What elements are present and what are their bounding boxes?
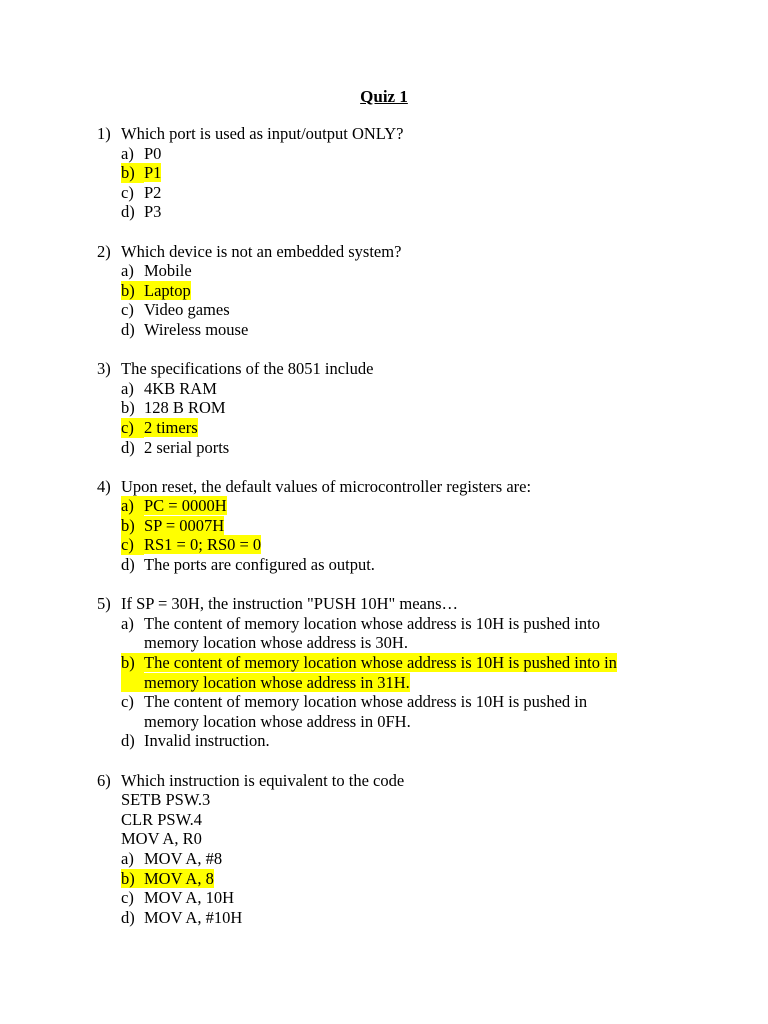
option-text-line: [144, 712, 697, 732]
option-letter: d): [121, 731, 135, 751]
option-text-line-content: memory location whose address in 31H.: [144, 672, 410, 692]
answer-option-highlighted: [97, 163, 697, 183]
question-text: Which port is used as input/output ONLY?: [121, 124, 404, 143]
answer-option: [97, 555, 697, 575]
option-text: [144, 261, 697, 281]
answer-option-highlighted: [97, 418, 697, 438]
question-text: Upon reset, the default values of microcontroller registers are:: [121, 476, 532, 496]
option-text-line-content: memory location whose address in 0FH.: [144, 711, 411, 731]
option-letter: c): [121, 888, 134, 908]
answer-option-highlighted: [97, 496, 697, 516]
option-text-inner: MOV A, 10H: [144, 888, 235, 908]
answer-option-highlighted: [97, 653, 697, 692]
question-stem: [97, 359, 697, 379]
question-2: [97, 242, 697, 340]
option-letter: a): [121, 613, 134, 633]
option-text-inner: 4KB RAM: [144, 378, 217, 398]
option-text: [144, 183, 697, 203]
answer-option: [97, 849, 697, 869]
question-text: If SP = 30H, the instruction "PUSH 10H" means…: [121, 594, 459, 614]
question-1: [97, 124, 697, 222]
question-stem: [97, 771, 697, 791]
question-3: [97, 359, 697, 457]
option-text: [144, 653, 697, 692]
option-letter: d): [121, 319, 135, 339]
option-text-inner: P0: [144, 143, 162, 163]
answer-option: [97, 202, 697, 222]
option-text: [144, 281, 697, 301]
option-letter: d): [121, 555, 135, 575]
page-title: [0, 86, 768, 108]
option-letter: a): [121, 143, 134, 163]
option-text-inner: The ports are configured as output.: [144, 555, 375, 575]
answer-option: [97, 183, 697, 203]
option-text: [144, 438, 697, 458]
option-text-inner: P1: [144, 163, 162, 183]
answer-option: [97, 144, 697, 164]
question-number: 6): [97, 770, 111, 790]
question-4: [97, 477, 697, 575]
option-text: [144, 888, 697, 908]
question-stem: [97, 124, 697, 144]
option-letter: b): [121, 398, 135, 418]
answer-option: [97, 731, 697, 751]
answer-option: [97, 320, 697, 340]
option-text-inner: RS1 = 0; RS0 = 0: [144, 535, 262, 555]
question-number: 1): [97, 124, 111, 143]
answer-option: [97, 300, 697, 320]
option-text-inner: Wireless mouse: [144, 319, 249, 339]
answer-option: [97, 908, 697, 928]
option-text-line: [144, 673, 697, 693]
answer-option-highlighted: [97, 516, 697, 536]
option-text: [144, 516, 697, 536]
option-text-line-content: The content of memory location whose address is 10H is pushed in: [144, 692, 588, 712]
code-line: CLR PSW.4: [121, 809, 203, 829]
option-text: [144, 731, 697, 751]
option-letter: d): [121, 907, 135, 927]
question-text: Which instruction is equivalent to the code: [121, 770, 405, 790]
option-letter: b): [121, 516, 144, 536]
option-letter: c): [121, 182, 134, 202]
option-text-inner: 2 timers: [144, 417, 198, 437]
question-5: [97, 594, 697, 751]
option-letter: c): [121, 418, 144, 438]
answer-option-highlighted: [97, 869, 697, 889]
option-letter: a): [121, 378, 134, 398]
option-text-inner: MOV A, #10H: [144, 907, 243, 927]
question-stem: [97, 477, 697, 497]
option-text-inner: MOV A, #8: [144, 848, 223, 868]
option-text-line: [144, 692, 697, 712]
option-text-line: [144, 614, 697, 634]
option-text: [144, 379, 697, 399]
option-text: [144, 418, 697, 438]
option-text-inner: PC = 0000H: [144, 496, 227, 516]
option-letter: b): [121, 869, 144, 889]
option-text: [144, 692, 697, 731]
option-letter: a): [121, 848, 134, 868]
answer-option: [97, 379, 697, 399]
answer-option: [97, 398, 697, 418]
option-text-inner: Invalid instruction.: [144, 731, 270, 751]
question-stem: [97, 242, 697, 262]
option-text: [144, 496, 697, 516]
question-number: 4): [97, 476, 111, 496]
code-line: SETB PSW.3: [121, 790, 211, 810]
option-text: [144, 869, 697, 889]
option-text: [144, 144, 697, 164]
option-text-line-content: memory location whose address is 30H.: [144, 633, 408, 653]
option-text-inner: 2 serial ports: [144, 437, 230, 457]
option-letter: b): [121, 281, 144, 301]
option-letter: b): [121, 163, 144, 183]
option-text-line: [144, 653, 697, 673]
option-text: [144, 908, 697, 928]
option-text-line-content: The content of memory location whose address is 10H is pushed into in: [144, 653, 617, 673]
option-text-inner: MOV A, 8: [144, 868, 214, 888]
option-text-inner: P3: [144, 202, 162, 222]
option-text: [144, 163, 697, 183]
option-text: [144, 614, 697, 653]
question-number: 3): [97, 359, 111, 379]
option-text-inner: 128 B ROM: [144, 398, 226, 418]
option-letter: d): [121, 202, 135, 222]
option-letter: a): [121, 496, 144, 516]
option-text: [144, 300, 697, 320]
option-text-inner: SP = 0007H: [144, 515, 225, 535]
option-text-line: [144, 633, 697, 653]
answer-option: [97, 614, 697, 653]
option-text: [144, 202, 697, 222]
answer-option: [97, 692, 697, 731]
option-letter: d): [121, 437, 135, 457]
answer-option-highlighted: [97, 281, 697, 301]
option-text-inner: Video games: [144, 300, 230, 320]
option-text-inner: Mobile: [144, 261, 192, 281]
question-number: 2): [97, 241, 111, 261]
option-text: [144, 849, 697, 869]
question-text: Which device is not an embedded system?: [121, 241, 402, 261]
answer-option: [97, 261, 697, 281]
answer-option-highlighted: [97, 535, 697, 555]
question-stem: [97, 594, 697, 614]
option-letter: a): [121, 261, 134, 281]
question-6: [97, 771, 697, 928]
question-list: [97, 124, 697, 947]
option-letter: b): [121, 653, 144, 692]
code-line: MOV A, R0: [121, 829, 202, 849]
option-letter: c): [121, 535, 144, 555]
option-text: [144, 398, 697, 418]
option-text-inner: P2: [144, 182, 162, 202]
answer-option: [97, 438, 697, 458]
answer-option: [97, 888, 697, 908]
option-text: [144, 555, 697, 575]
question-text: The specifications of the 8051 include: [121, 359, 374, 379]
option-text-line-content: The content of memory location whose address is 10H is pushed into: [144, 613, 600, 633]
option-text: [144, 320, 697, 340]
option-text-inner: Laptop: [144, 280, 191, 300]
page-title-text: Quiz 1: [360, 87, 408, 106]
option-letter: c): [121, 692, 134, 712]
option-letter: c): [121, 300, 134, 320]
option-text: [144, 535, 697, 555]
question-number: 5): [97, 594, 111, 614]
